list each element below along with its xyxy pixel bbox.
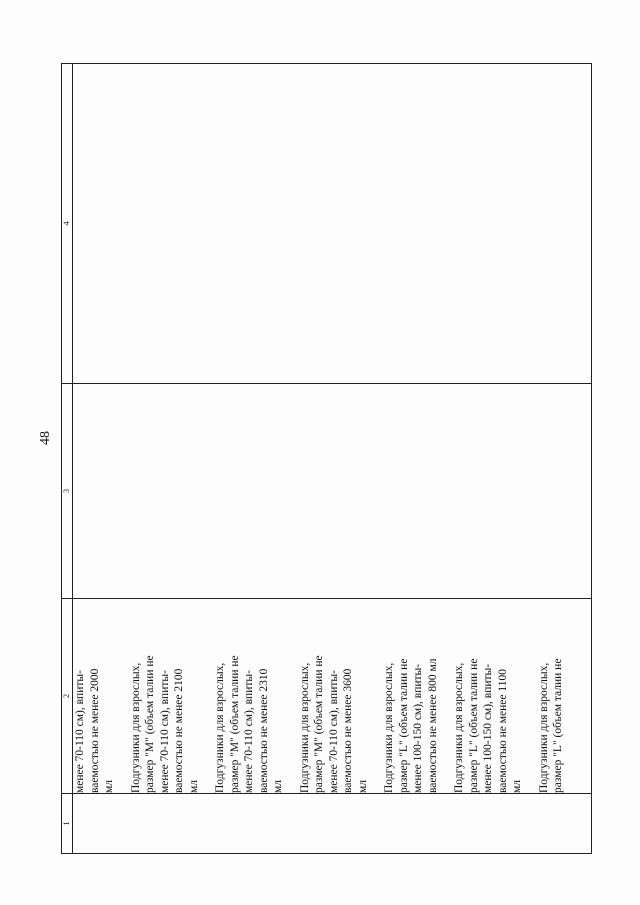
- column-2-cell: [73, 599, 592, 794]
- product-description: Подгузники для взрослых, размер "M" (объем талии не менее 70-110 см), впиты- ваемостью не менее 3600 мл: [298, 655, 369, 793]
- table-body-row: [73, 64, 592, 854]
- product-description: Подгузники для взрослых, размер "M" (объем талии не менее 70-110 см), впиты- ваемостью не менее 2310 мл: [214, 655, 284, 793]
- column-4-cell: [73, 64, 592, 384]
- rotated-table-wrapper: [61, 64, 592, 854]
- column-number-1: 1: [62, 794, 73, 854]
- column-number-4: 4: [62, 64, 73, 384]
- product-description: менее 70-110 см), впиты- ваемостью не менее 2000 мл: [74, 668, 115, 793]
- document-table: [61, 63, 592, 854]
- table-header-row: [62, 64, 73, 854]
- product-description: Подгузники для взрослых, размер "L" (объем талии не менее 100-150 см), впиты- ваемостью не менее 1100 мл: [453, 658, 523, 793]
- product-description: Подгузники для взрослых, размер "M" (объем талии не менее 70-110 см), впиты- ваемостью не менее 2100 мл: [129, 655, 200, 793]
- product-description: Подгузники для взрослых, размер "L" (объем талии не менее 100-150 см), впиты- ваемостью не менее 800 мл: [383, 658, 439, 793]
- column-1-cell: [73, 794, 592, 854]
- column-3-cell: [73, 384, 592, 599]
- page-number: 48: [38, 431, 53, 445]
- product-description: Подгузники для взрослых, размер "L" (объем талии не: [537, 658, 564, 793]
- column-number-2: 2: [62, 599, 73, 794]
- column-number-3: 3: [62, 384, 73, 599]
